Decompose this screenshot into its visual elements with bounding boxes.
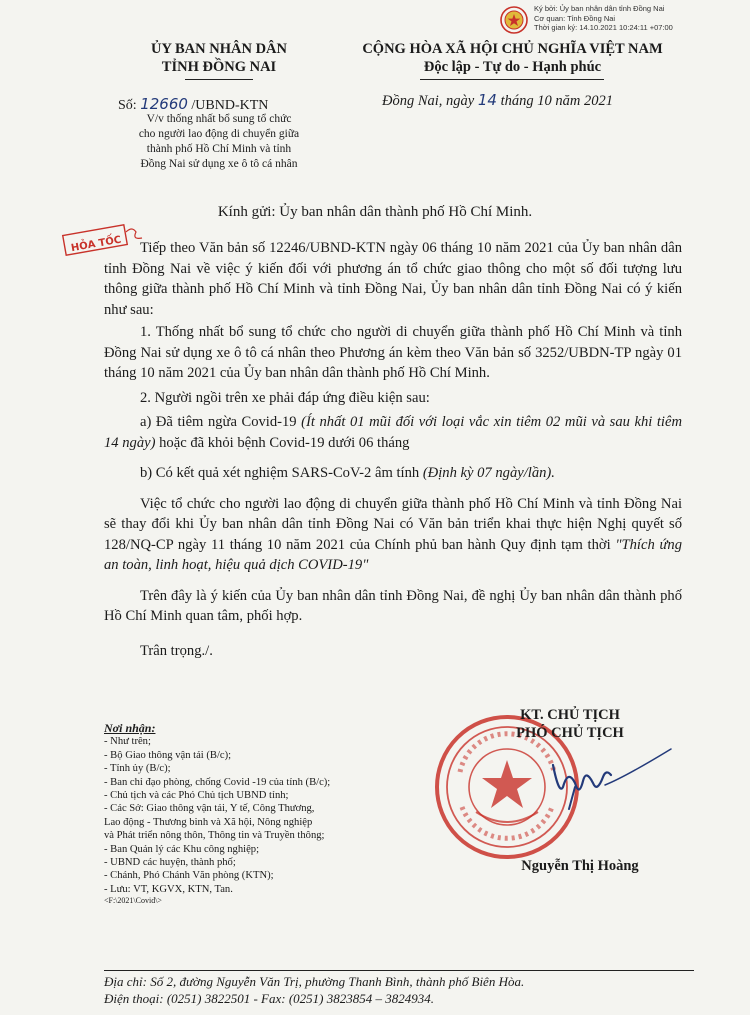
motto-underline xyxy=(420,79,604,80)
national-header xyxy=(330,40,695,76)
receivers-title: Nơi nhận: xyxy=(104,721,156,735)
national-motto: Độc lập - Tự do - Hạnh phúc xyxy=(423,59,602,75)
date-day-handwritten: 14 xyxy=(477,91,497,109)
closing-line: Trân trọng./. xyxy=(140,642,213,659)
number-suffix: /UBND-KTN xyxy=(191,98,269,113)
letter-body xyxy=(104,238,682,661)
subject-summary xyxy=(104,112,334,172)
number-prefix: Số: xyxy=(118,98,137,113)
paragraph-6-text: Việc tổ chức cho người lao động di chuyển giữa thành phố Hồ Chí Minh và tỉnh Đồng Nai sẽ thay đổi khi Ủy ban nhân dân tỉnh Đồng Nai có Văn bản triển khai thực hiện Nghị quyết số 128/NQ-CP ngày 11 tháng 10 năm 2021 của Chính phủ ban hành Quy định tạm thời xyxy=(104,495,682,553)
receiver-item: - Tỉnh ủy (B/c); xyxy=(104,763,171,775)
condition-b-text: b) Có kết quả xét nghiệm SARS-CoV-2 âm tính xyxy=(140,465,423,481)
body-paragraph-4 xyxy=(104,412,682,453)
esig-line: Thời gian ký: 14.10.2021 10:24:11 +07:00 xyxy=(534,23,673,32)
footer xyxy=(104,973,524,1007)
date-suffix: tháng 10 năm 2021 xyxy=(500,93,613,109)
subject-line: cho người lao động di chuyển giữa xyxy=(138,128,300,140)
body-paragraph-7: Trên đây là ý kiến của Ủy ban nhân dân tỉnh Đồng Nai, đề nghị Ủy ban nhân dân thành phố Hồ Chí Minh quan tâm, phối hợp. xyxy=(104,587,682,624)
stamp-text: HỎA TỐC xyxy=(70,234,123,255)
body-paragraph-5 xyxy=(104,463,682,484)
issuer-underline xyxy=(185,79,253,80)
body-paragraph-2: 1. Thống nhất bổ sung tổ chức cho người di chuyển giữa thành phố Hồ Chí Minh và tỉnh Đồng Nai sử dụng xe ô tô cá nhân theo Phương án kèm theo Văn bản số 3252/UBDN-TP ngày 01 tháng 10 năm 2021 của Ủy ban nhân dân thành phố Hồ Chí Minh. xyxy=(104,324,682,381)
receiver-item: - Ban Quản lý các Khu công nghiệp; xyxy=(104,843,260,855)
file-code: <F:\2021\Covid\> xyxy=(104,896,162,906)
footer-phone: Điện thoại: (0251) 3822501 - Fax: (0251) 3823854 – 3824934. xyxy=(104,991,435,1006)
condition-a-note: (Ít nhất 01 mũi đối với loại vắc xin tiêm 02 mũi và sau khi tiêm 14 ngày) xyxy=(104,414,683,451)
receiver-item: - Bộ Giao thông vận tải (B/c); xyxy=(104,749,232,761)
receiver-item: - Chánh, Phó Chánh Văn phòng (KTN); xyxy=(104,870,274,882)
receiver-item: - Các Sở: Giao thông vận tải, Y tế, Công Thương, xyxy=(104,803,315,815)
receivers-list xyxy=(104,722,424,906)
handwritten-signature-icon xyxy=(535,745,675,810)
condition-b-note: (Định kỳ 07 ngày/lần). xyxy=(422,465,555,481)
signer-name: Nguyễn Thị Hoàng xyxy=(521,858,639,874)
footer-divider xyxy=(104,970,694,971)
receiver-item: - Như trên; xyxy=(104,736,151,748)
receiver-item: - UBND các huyện, thành phố; xyxy=(104,857,236,869)
esig-line: Ký bởi: Ủy ban nhân dân tỉnh Đồng Nai xyxy=(534,4,665,13)
subject-line: thành phố Hồ Chí Minh và tỉnh xyxy=(146,143,292,155)
receiver-item: - Lưu: VT, KGVX, KTN, Tan. xyxy=(104,883,233,895)
issuer-header xyxy=(104,40,334,76)
receiver-item: - Chủ tịch và các Phó Chủ tịch UBND tỉnh; xyxy=(104,790,289,802)
condition-a-text: a) Đã tiêm ngừa Covid-19 xyxy=(140,414,302,430)
issuer-line2: TỈNH ĐỒNG NAI xyxy=(161,59,277,75)
body-paragraph-3: 2. Người ngồi trên xe phải đáp ứng điều kiện sau: xyxy=(140,389,430,406)
number-handwritten: 12660 xyxy=(140,95,188,113)
paragraph-6-quote: "Thích ứng an toàn, linh hoạt, hiệu quả dịch COVID-19" xyxy=(104,536,682,573)
subject-line: V/v thống nhất bổ sung tổ chức xyxy=(146,113,292,125)
esig-line: Cơ quan: Tỉnh Đồng Nai xyxy=(534,13,616,23)
issuer-line1: ỦY BAN NHÂN DÂN xyxy=(150,41,287,57)
footer-address: Địa chỉ: Số 2, đường Nguyễn Văn Trị, phường Thanh Bình, thành phố Biên Hòa. xyxy=(104,974,525,989)
date-prefix: Đồng Nai, ngày xyxy=(382,93,475,109)
condition-a-tail: hoặc đã khỏi bệnh Covid-19 dưới 06 tháng xyxy=(155,434,410,451)
signature-title-1: KT. CHỦ TỊCH xyxy=(520,707,620,723)
receiver-item: - Ban chỉ đạo phòng, chống Covid -19 của tỉnh (B/c); xyxy=(104,776,331,788)
signature-title-2: PHÓ CHỦ TỊCH xyxy=(516,725,624,741)
body-paragraph-6 xyxy=(104,494,682,576)
seal-icon xyxy=(500,6,528,34)
digital-signature-block xyxy=(500,4,740,40)
receiver-item: và Phát triển nông thôn, Thông tin và Truyền thông; xyxy=(104,830,325,842)
body-paragraph-1: Tiếp theo Văn bản số 12246/UBND-KTN ngày 06 tháng 10 năm 2021 của Ủy ban nhân dân tỉnh Đồng Nai về việc ý kiến đối với phương án tổ chức giao thông cho một số đối tượng lưu thông giữa thành phố Hồ Chí Minh và tỉnh Đồng Nai, Ủy ban nhân dân tỉnh Đồng Nai có ý kiến như sau: xyxy=(104,240,682,318)
subject-line: Đồng Nai sử dụng xe ô tô cá nhân xyxy=(140,158,298,170)
recipient-line: Kính gửi: Ủy ban nhân dân thành phố Hồ Chí Minh. xyxy=(217,204,533,220)
national-title: CỘNG HÒA XÃ HỘI CHỦ NGHĨA VIỆT NAM xyxy=(362,41,663,57)
receiver-item: Lao động - Thương binh và Xã hội, Nông nghiệp xyxy=(104,816,313,828)
date-line xyxy=(382,91,613,110)
